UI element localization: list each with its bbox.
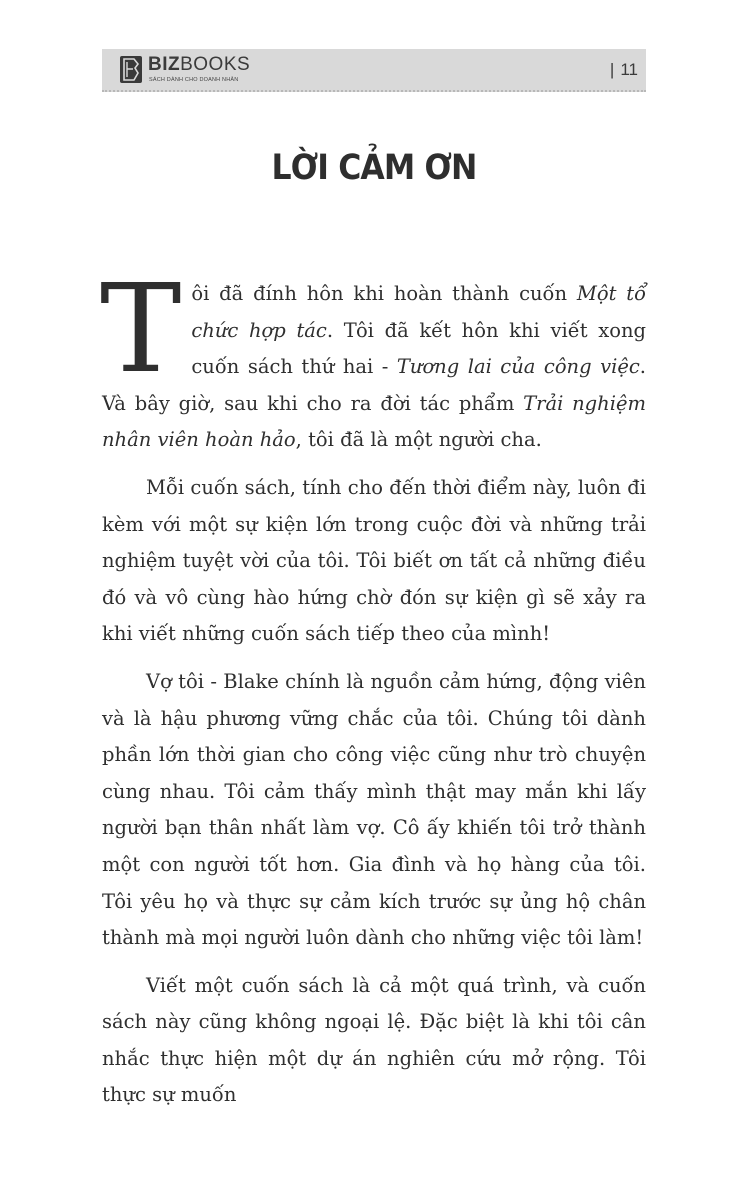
drop-cap: T xyxy=(100,258,182,400)
p1-text-4: , tôi đã là một người cha. xyxy=(295,428,542,452)
page-number xyxy=(610,60,638,80)
paragraph-1 xyxy=(100,258,646,459)
running-header xyxy=(102,49,646,92)
bizbooks-logo-icon xyxy=(120,56,142,83)
page-number-separator: | xyxy=(609,60,615,79)
book-title-italic: Trải nghiệm nhân viên hoàn hảo xyxy=(102,391,646,452)
p1-text-3: . Và bây giờ, sau khi cho ra đời tác phẩm xyxy=(102,355,646,415)
page-number-value: 11 xyxy=(620,60,638,79)
brand-tagline: SÁCH DÀNH CHO DOANH NHÂN xyxy=(149,77,239,83)
brand-name-regular: BOOKS xyxy=(180,54,251,75)
body-text xyxy=(100,258,646,1125)
book-title-italic: Một tổ chức hợp tác xyxy=(191,282,646,342)
paragraph-3: Vợ tôi - Blake chính là nguồn cảm hứng, động viên và là hậu phương vững chắc của tôi. Chúng tôi dành phần lớn thời gian cho công việc cũng như trò chuyện cùng nhau. Tôi cảm thấy mình thật may mắn khi lấy người bạn thân nhất làm vợ. Cô ấy khiến tôi trở thành một con người tốt hơn. Gia đình và họ hàng của tôi. Tôi yêu họ và thực sự cảm kích trước sự ủng hộ chân thành mà mọi người luôn dành cho những việc tôi làm! xyxy=(102,669,646,950)
paragraph-4: Viết một cuốn sách là cả một quá trình, và cuốn sách này cũng không ngoại lệ. Đặc biệt là khi tôi cân nhắc thực hiện một dự án nghiên cứu mở rộng. Tôi thực sự muốn xyxy=(102,973,646,1107)
brand-name xyxy=(148,55,250,75)
p1-text-2: . Tôi đã kết hôn khi viết xong cuốn sách thứ hai - xyxy=(191,318,646,379)
brand-name-bold: BIZ xyxy=(148,54,181,75)
p1-text-1: ôi đã đính hôn khi hoàn thành cuốn xyxy=(191,282,577,305)
chapter-title: LỜI CẢM ƠN xyxy=(271,148,477,188)
book-title-italic: Tương lai của công việc xyxy=(396,355,640,379)
paragraph-2: Mỗi cuốn sách, tính cho đến thời điểm này, luôn đi kèm với một sự kiện lớn trong cuộc đời và những trải nghiệm tuyệt vời của tôi. Tôi biết ơn tất cả những điều đó và vô cùng hào hứng chờ đón sự kiện gì sẽ xảy ra khi viết những cuốn sách tiếp theo của mình! xyxy=(102,475,646,646)
